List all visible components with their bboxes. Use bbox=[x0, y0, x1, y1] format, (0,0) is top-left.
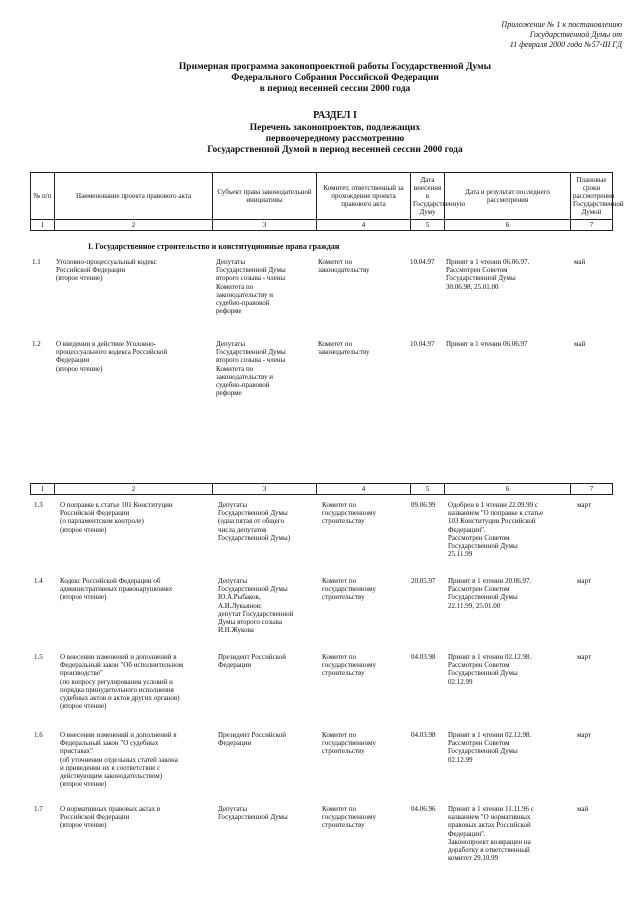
last-review-result-line: Государственной Думы bbox=[448, 669, 518, 678]
initiative-subject-line: Президент Российской bbox=[218, 731, 286, 739]
responsible-committee-line: государственному bbox=[322, 585, 376, 594]
initiative-subject-line: Федерации bbox=[218, 739, 252, 748]
last-review-result-line: Федерации". bbox=[448, 525, 486, 534]
column-number: 7 bbox=[571, 484, 613, 495]
column-number: 1 bbox=[31, 220, 55, 231]
responsible-committee bbox=[318, 340, 406, 356]
last-review-result-line: 22.11.99, 25.01.00 bbox=[448, 601, 501, 610]
initiative-subject-line: Государственной Думы bbox=[216, 348, 286, 357]
title-line-2: Федерального Собрания Российской Федерации bbox=[231, 73, 439, 83]
bill-name-line: О внесении изменений и дополнений в bbox=[60, 731, 177, 739]
initiative-subject bbox=[216, 340, 316, 397]
section-name: РАЗДЕЛ I bbox=[313, 110, 357, 121]
item-number: 1.6 bbox=[34, 731, 43, 739]
appendix-line-3: 11 февраля 2000 года №57-III ГД bbox=[509, 40, 622, 49]
last-review-result bbox=[446, 340, 570, 348]
last-review-result bbox=[448, 501, 572, 558]
planned-term: март bbox=[577, 577, 591, 585]
header-col-date: Дата внесения в Государственную Думу bbox=[411, 173, 445, 220]
initiative-subject-line: Государственной Думы bbox=[218, 509, 288, 518]
planned-term: март bbox=[577, 653, 591, 661]
table-header bbox=[30, 172, 624, 231]
bill-name-line: Федерации bbox=[56, 356, 90, 365]
bill-name-line: (об уточнении отдельных статей закона bbox=[60, 755, 178, 764]
submission-date: 10.04.97 bbox=[410, 340, 435, 348]
last-review-result-line: правовых актах Российской bbox=[448, 821, 531, 830]
initiative-subject-line: судебно-правовой bbox=[216, 299, 270, 308]
last-review-result bbox=[448, 653, 572, 686]
last-review-result bbox=[448, 577, 572, 610]
title-line-1: Примерная программа законопроектной работы Государственной Думы bbox=[178, 62, 492, 72]
appendix-line-1: Приложение № 1 к постановлению bbox=[501, 20, 622, 29]
bill-name bbox=[60, 731, 210, 788]
item-number: 1.4 bbox=[34, 577, 43, 585]
responsible-committee-line: государственному bbox=[322, 739, 376, 748]
planned-term: март bbox=[577, 501, 591, 509]
last-review-result-line: названием "О нормативных bbox=[448, 813, 531, 822]
planned-term: март bbox=[577, 731, 591, 739]
last-review-result-line: Государственной Думы bbox=[448, 593, 518, 602]
item-number: 1.5 bbox=[34, 653, 43, 661]
initiative-subject bbox=[218, 653, 318, 669]
last-review-result-line: Рассмотрен Советом bbox=[448, 661, 510, 670]
planned-term: май bbox=[574, 340, 586, 348]
initiative-subject-line: И.Н.Жукова bbox=[218, 626, 254, 635]
responsible-committee-line: государственному bbox=[322, 813, 376, 822]
initiative-subject-line: числа депутатов bbox=[218, 525, 267, 534]
item-number: 1.7 bbox=[34, 805, 43, 813]
responsible-committee-line: Комитет по bbox=[322, 577, 357, 585]
responsible-committee-line: государственному bbox=[322, 509, 376, 518]
initiative-subject-line: Государственной Думы bbox=[218, 585, 288, 594]
bill-name-line: О введении в действие Уголовно- bbox=[56, 340, 156, 348]
bill-name-line: (второе чтение) bbox=[60, 821, 107, 830]
bill-name-line: Российской Федерации bbox=[60, 509, 130, 518]
initiative-subject-line: Депутаты bbox=[218, 577, 248, 585]
submission-date: 20.05.97 bbox=[411, 577, 436, 585]
initiative-subject-line: Думы второго созыва bbox=[218, 618, 283, 627]
initiative-subject-line: депутат Государственной bbox=[218, 609, 294, 618]
continuation-number-row bbox=[30, 483, 613, 495]
responsible-committee-line: строительству bbox=[322, 517, 365, 526]
responsible-committee-line: строительству bbox=[322, 593, 365, 602]
submission-date: 04.06.96 bbox=[411, 805, 436, 813]
last-review-result-line: 02.12.99 bbox=[448, 677, 473, 686]
column-number: 3 bbox=[213, 484, 317, 495]
initiative-subject-line: А.И.Лукьянов; bbox=[218, 601, 262, 610]
bill-name-line: производстве" bbox=[60, 669, 103, 678]
responsible-committee-line: Комитет по bbox=[318, 258, 353, 266]
last-review-result-line: Государственной Думы bbox=[448, 747, 518, 756]
last-review-result bbox=[448, 731, 572, 764]
initiative-subject-line: второго созыва - члены bbox=[216, 356, 286, 365]
last-review-result-line: Принят в 1 чтении 02.12.98. bbox=[448, 731, 532, 739]
header-col-result: Дата и результат последнего рассмотрения bbox=[445, 173, 571, 220]
responsible-committee-line: законодательству bbox=[318, 348, 370, 357]
column-number-row bbox=[31, 220, 613, 231]
header-col-committee: Комитет, ответственный за прохождение проекта правового акта bbox=[317, 173, 411, 220]
last-review-result-line: Государственной Думы bbox=[446, 274, 516, 283]
column-number: 4 bbox=[317, 220, 411, 231]
bill-name bbox=[60, 501, 210, 534]
initiative-subject-line: законодательству и bbox=[216, 290, 274, 299]
bill-name-line: Российской Федерации bbox=[60, 813, 130, 822]
responsible-committee bbox=[322, 577, 406, 602]
column-number: 6 bbox=[445, 220, 571, 231]
initiative-subject bbox=[218, 805, 318, 821]
last-review-result-line: Принят в 1 чтении 20.06.97. bbox=[448, 577, 532, 585]
responsible-committee-line: Комитет по bbox=[318, 340, 353, 348]
submission-date: 04.03.98 bbox=[411, 731, 436, 739]
initiative-subject-line: Государственной Думы bbox=[218, 813, 288, 822]
bill-name-line: действующим законодательством) bbox=[60, 772, 163, 781]
bill-name-line: Федеральный закон "Об исполнительном bbox=[60, 661, 184, 670]
last-review-result-line: Законопроект возвращен на bbox=[448, 837, 531, 846]
responsible-committee bbox=[318, 258, 406, 274]
last-review-result-line: Государственной Думы bbox=[448, 542, 518, 551]
initiative-subject-line: реформе bbox=[216, 389, 242, 398]
last-review-result-line: Федерации". bbox=[448, 829, 486, 838]
submission-date: 04.03.98 bbox=[411, 653, 436, 661]
initiative-subject bbox=[218, 501, 318, 542]
responsible-committee-line: государственному bbox=[322, 661, 376, 670]
initiative-subject-line: законодательству и bbox=[216, 372, 274, 381]
column-number: 2 bbox=[55, 484, 213, 495]
initiative-subject-line: (одна пятая от общего bbox=[218, 517, 284, 526]
appendix-line-2: Государственной Думы от bbox=[529, 30, 622, 39]
column-number: 5 bbox=[411, 220, 445, 231]
last-review-result bbox=[446, 258, 570, 291]
planned-term: май bbox=[574, 258, 586, 266]
bill-name-line: Федеральный закон "О судебных bbox=[60, 739, 159, 748]
column-number: 7 bbox=[571, 220, 613, 231]
initiative-subject bbox=[218, 577, 318, 634]
responsible-committee-line: строительству bbox=[322, 747, 365, 756]
initiative-subject-line: Комитета по bbox=[216, 364, 254, 373]
responsible-committee-line: законодательству bbox=[318, 266, 370, 275]
last-review-result-line: названием "О поправке к статье bbox=[448, 509, 544, 518]
bill-name bbox=[56, 258, 206, 283]
bill-name-line: административных правонарушениях bbox=[60, 585, 173, 594]
bill-name-line: Российской Федерации bbox=[56, 266, 126, 275]
submission-date: 10.04.97 bbox=[410, 258, 435, 266]
last-review-result-line: Принят в 1 чтении 02.12.98. bbox=[448, 653, 532, 661]
initiative-subject-line: второго созыва - члены bbox=[216, 274, 286, 283]
last-review-result-line: Рассмотрен Советом bbox=[448, 739, 510, 748]
last-review-result-line: 02.12.99 bbox=[448, 755, 473, 764]
bill-name-line: Кодекс Российской Федерации об bbox=[60, 577, 161, 585]
bill-name-line: (второе чтение) bbox=[56, 274, 103, 283]
bill-name-line: порядка принудительного исполнения bbox=[60, 685, 174, 694]
column-number: 3 bbox=[213, 220, 317, 231]
submission-date: 09.06.99 bbox=[411, 501, 436, 509]
document-title bbox=[70, 62, 600, 95]
responsible-committee-line: Комитет по bbox=[322, 653, 357, 661]
last-review-result-line: Рассмотрен Советом bbox=[446, 266, 508, 275]
last-review-result-line: Рассмотрен Советом bbox=[448, 585, 510, 594]
responsible-committee-line: Комитет по bbox=[322, 501, 357, 509]
last-review-result-line: Одобрен в 1 чтении 22.09.99 с bbox=[448, 501, 539, 509]
header-col-term: Плановые сроки рассмотрения Государственной Думой bbox=[571, 173, 613, 220]
responsible-committee bbox=[322, 805, 406, 830]
responsible-committee-line: строительству bbox=[322, 669, 365, 678]
last-review-result-line: 30.06.98, 25.01.00 bbox=[446, 282, 499, 291]
responsible-committee-line: Комитет по bbox=[322, 805, 357, 813]
item-number: 1.2 bbox=[32, 340, 41, 348]
bill-name-line: (второе чтение) bbox=[60, 702, 107, 711]
bill-name-line: (второе чтение) bbox=[60, 593, 107, 602]
bill-name-line: (о парламентском контроле) bbox=[60, 517, 144, 526]
responsible-committee bbox=[322, 731, 406, 756]
bill-name-line: О внесении изменений и дополнений в bbox=[60, 653, 177, 661]
initiative-subject-line: Государственной Думы) bbox=[218, 533, 291, 542]
last-review-result-line: комитет 29.10.99 bbox=[448, 854, 499, 863]
section-line-3: Государственной Думой в период весенней сессии 2000 года bbox=[207, 145, 463, 155]
initiative-subject-line: Комитета по bbox=[216, 282, 254, 291]
header-col-number: № п/п bbox=[31, 173, 55, 220]
column-number: 2 bbox=[55, 220, 213, 231]
bill-name-line: (второе чтение) bbox=[60, 780, 107, 789]
initiative-subject-line: реформе bbox=[216, 307, 242, 316]
initiative-subject-line: Депутаты bbox=[216, 340, 246, 348]
item-number: 1.1 bbox=[32, 258, 41, 266]
bill-name-line: О нормативных правовых актах в bbox=[60, 805, 161, 813]
last-review-result-line: Принят в 1 чтении 11.11.96 с bbox=[448, 805, 534, 813]
initiative-subject-line: Государственной Думы bbox=[216, 266, 286, 275]
section-heading bbox=[70, 110, 600, 156]
initiative-subject-line: Президент Российской bbox=[218, 653, 286, 661]
initiative-subject-line: Ю.А.Рыбаков, bbox=[218, 593, 261, 602]
last-review-result-line: 103 Конституции Российской bbox=[448, 517, 536, 526]
last-review-result-line: Рассмотрен Советом bbox=[448, 533, 510, 542]
initiative-subject bbox=[218, 731, 318, 747]
last-review-result-line: Принят в 1 чтении 06.06.97. bbox=[446, 258, 530, 266]
bill-name-line: и приведении их в соответствие с bbox=[60, 763, 161, 772]
initiative-subject-line: Депутаты bbox=[216, 258, 246, 266]
initiative-subject-line: судебно-правовой bbox=[216, 381, 270, 390]
planned-term: май bbox=[577, 805, 589, 813]
bill-name-line: приставах" bbox=[60, 747, 94, 756]
item-number: 1.3 bbox=[34, 501, 43, 509]
initiative-subject-line: Депутаты bbox=[218, 501, 248, 509]
last-review-result-line: доработку в ответственный bbox=[448, 846, 530, 855]
column-number: 4 bbox=[317, 484, 411, 495]
initiative-subject-line: Депутаты bbox=[218, 805, 248, 813]
section-line-1: Перечень законопроектов, подлежащих bbox=[249, 123, 421, 133]
initiative-subject-line: Федерации bbox=[218, 661, 252, 670]
appendix-note bbox=[402, 20, 622, 50]
header-col-subject: Субъект права законодательной инициативы bbox=[213, 173, 317, 220]
bill-name-line: судебных актов и актов других органов) bbox=[60, 694, 180, 703]
bill-name bbox=[56, 340, 206, 373]
bill-name-line: О поправке к статье 101 Конституции bbox=[60, 501, 173, 509]
initiative-subject bbox=[216, 258, 316, 315]
column-number: 6 bbox=[445, 484, 571, 495]
header-col-name: Наименование проекта правового акта bbox=[55, 173, 213, 220]
bill-name-line: (второе чтение) bbox=[60, 525, 107, 534]
bill-name-line: процессуального кодекса Российской bbox=[56, 348, 168, 357]
column-number: 5 bbox=[411, 484, 445, 495]
column-number: 1 bbox=[31, 484, 55, 495]
bill-name-line: (второе чтение) bbox=[56, 364, 103, 373]
last-review-result bbox=[448, 805, 572, 862]
last-review-result-line: Принят в 1 чтении 06.06.97 bbox=[446, 340, 528, 348]
bill-name-line: Уголовно-процессуальный кодекс bbox=[56, 258, 157, 266]
bill-name bbox=[60, 577, 210, 602]
bill-name bbox=[60, 805, 210, 830]
title-line-3: в период весенней сессии 2000 года bbox=[259, 84, 411, 94]
responsible-committee bbox=[322, 501, 406, 526]
group-title: I. Государственное строительство и конституционные права граждан bbox=[88, 242, 340, 251]
last-review-result-line: 25.11.99 bbox=[448, 550, 473, 559]
responsible-committee-line: Комитет по bbox=[322, 731, 357, 739]
responsible-committee-line: строительству bbox=[322, 821, 365, 830]
section-line-2: первоочередному рассмотрению bbox=[265, 134, 405, 144]
responsible-committee bbox=[322, 653, 406, 678]
bill-name-line: (по вопросу регулирования условий и bbox=[60, 677, 173, 686]
bill-name bbox=[60, 653, 210, 710]
